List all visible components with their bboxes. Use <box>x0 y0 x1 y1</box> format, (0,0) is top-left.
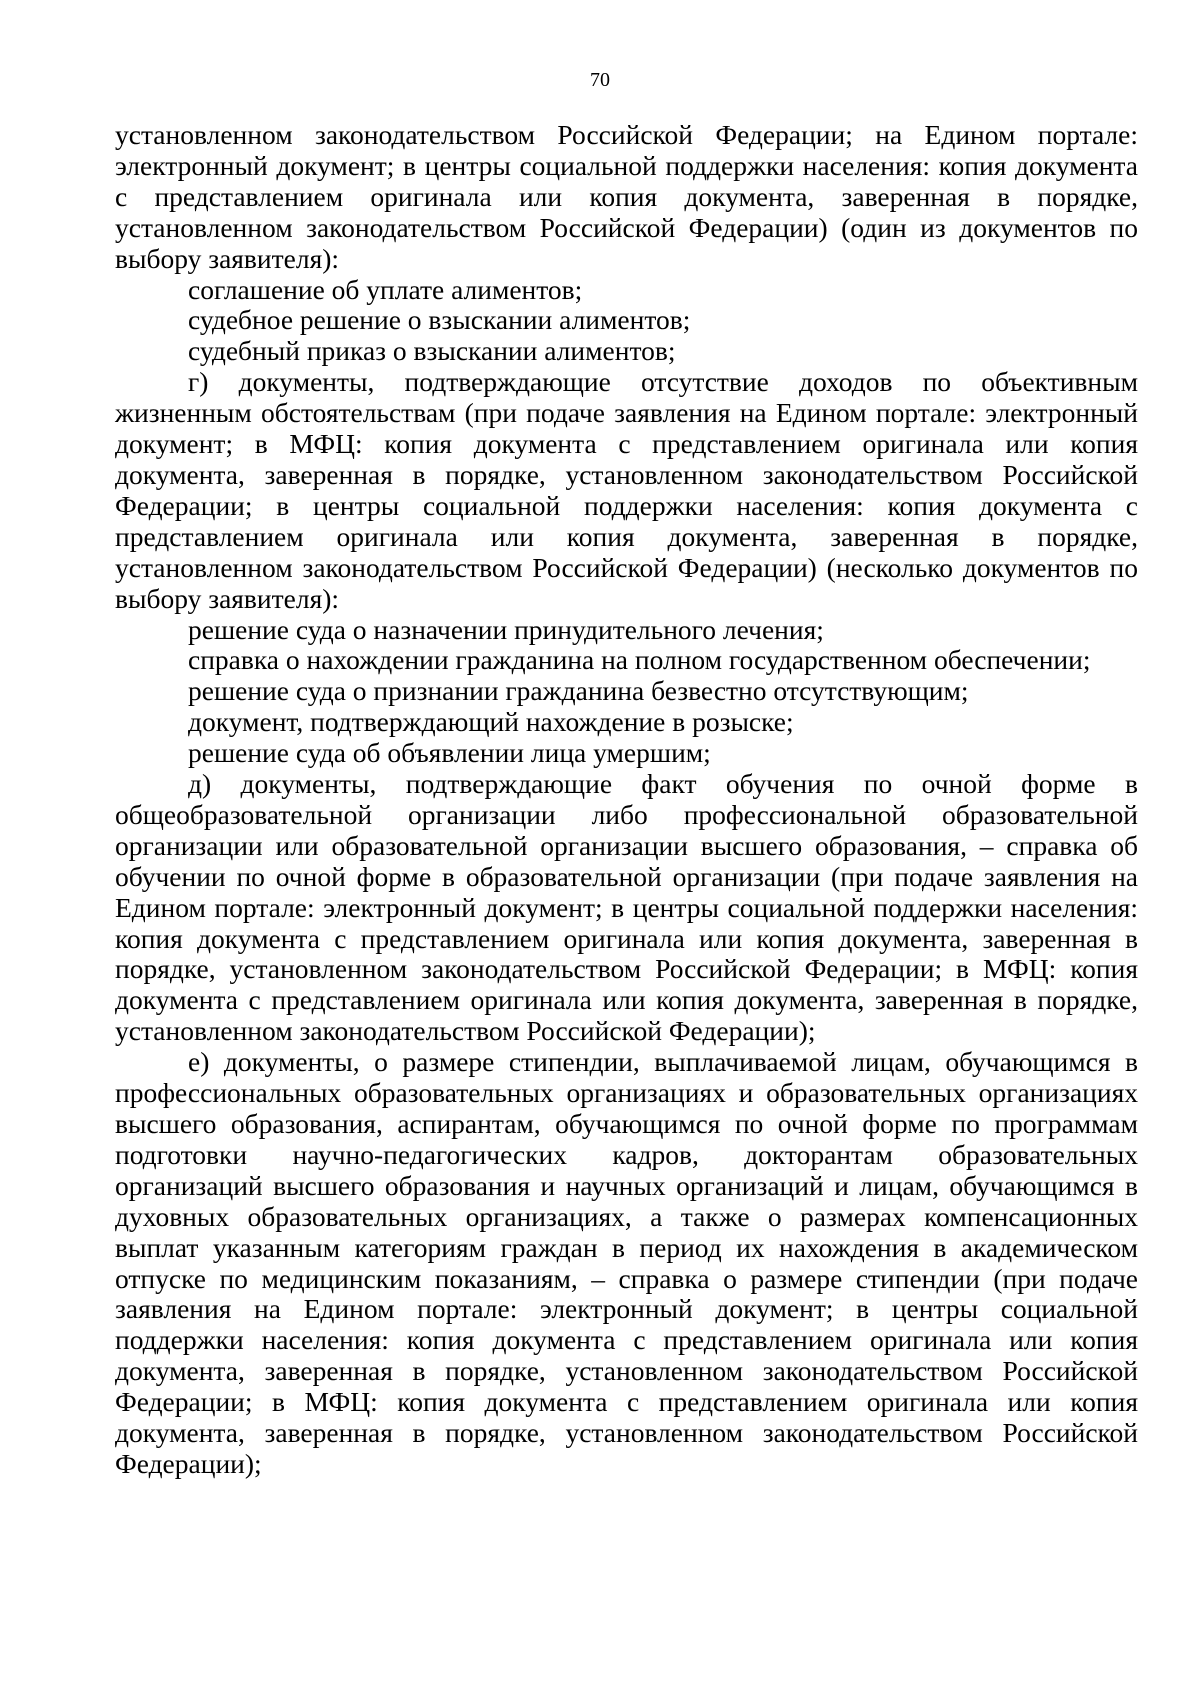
list-item: судебное решение о взыскании алиментов; <box>188 304 691 336</box>
document-body <box>115 120 1138 1480</box>
list-item: справка о нахождении гражданина на полном государственном обеспечении; <box>188 644 1091 676</box>
paragraph-d: д) документы, подтверждающие факт обучения по очной форме в общеобразовательной организации либо профессиональной образовательной организации или образовательной организации высшего образования, – справка об обучении по очной форме в образовательной организации (при подаче заявления на Едином портале: электронный документ; в центры социальной поддержки населения: копия документа с представлением оригинала или копия документа, заверенная в порядке, установленном законодательством Российской Федерации; в МФЦ: копия документа с представлением оригинала или копия документа, заверенная в порядке, установленном законодательством Российской Федерации); <box>115 768 1138 1047</box>
list-item: решение суда об объявлении лица умершим; <box>188 737 711 769</box>
paragraph-continuation: установленном законодательством Российской Федерации; на Едином портале: электронный документ; в центры социальной поддержки населения: копия документа с представлением оригинала или копия документа, заверенная в порядке, установленном законодательством Российской Федерации) (один из документов по выбору заявителя): <box>115 119 1138 274</box>
paragraph-e: е) документы, о размере стипендии, выплачиваемой лицам, обучающимся в профессиональных образовательных организациях и образовательных организациях высшего образования, аспирантам, обучающимся по очной форме по программам подготовки научно-педагогических кадров, докторантам образовательных организаций высшего образования и научных организаций и лицам, обучающимся в духовных образовательных организациях, а также о размерах компенсационных выплат указанным категориям граждан в период их нахождения в академическом отпуске по медицинским показаниям, – справка о размере стипендии (при подаче заявления на Едином портале: электронный документ; в центры социальной поддержки населения: копия документа с представлением оригинала или копия документа, заверенная в порядке, установленном законодательством Российской Федерации; в МФЦ: копия документа с представлением оригинала или копия документа, заверенная в порядке, установленном законодательством Российской Федерации); <box>115 1046 1138 1479</box>
list-item: судебный приказ о взыскании алиментов; <box>188 335 676 367</box>
list-item: решение суда о назначении принудительного лечения; <box>188 613 824 645</box>
list-item: решение суда о признании гражданина безвестно отсутствующим; <box>188 675 969 707</box>
list-item: документ, подтверждающий нахождение в розыске; <box>188 706 794 738</box>
paragraph-g: г) документы, подтверждающие отсутствие доходов по объективным жизненным обстоятельствам (при подаче заявления на Едином портале: электронный документ; в МФЦ: копия документа с представлением оригинала или копия документа, заверенная в порядке, установленном законодательством Российской Федерации; в центры социальной поддержки населения: копия документа с представлением оригинала или копия документа, заверенная в порядке, установленном законодательством Российской Федерации) (несколько документов по выбору заявителя): <box>115 366 1138 614</box>
page-number: 70 <box>590 69 610 91</box>
list-item: соглашение об уплате алиментов; <box>188 273 583 305</box>
